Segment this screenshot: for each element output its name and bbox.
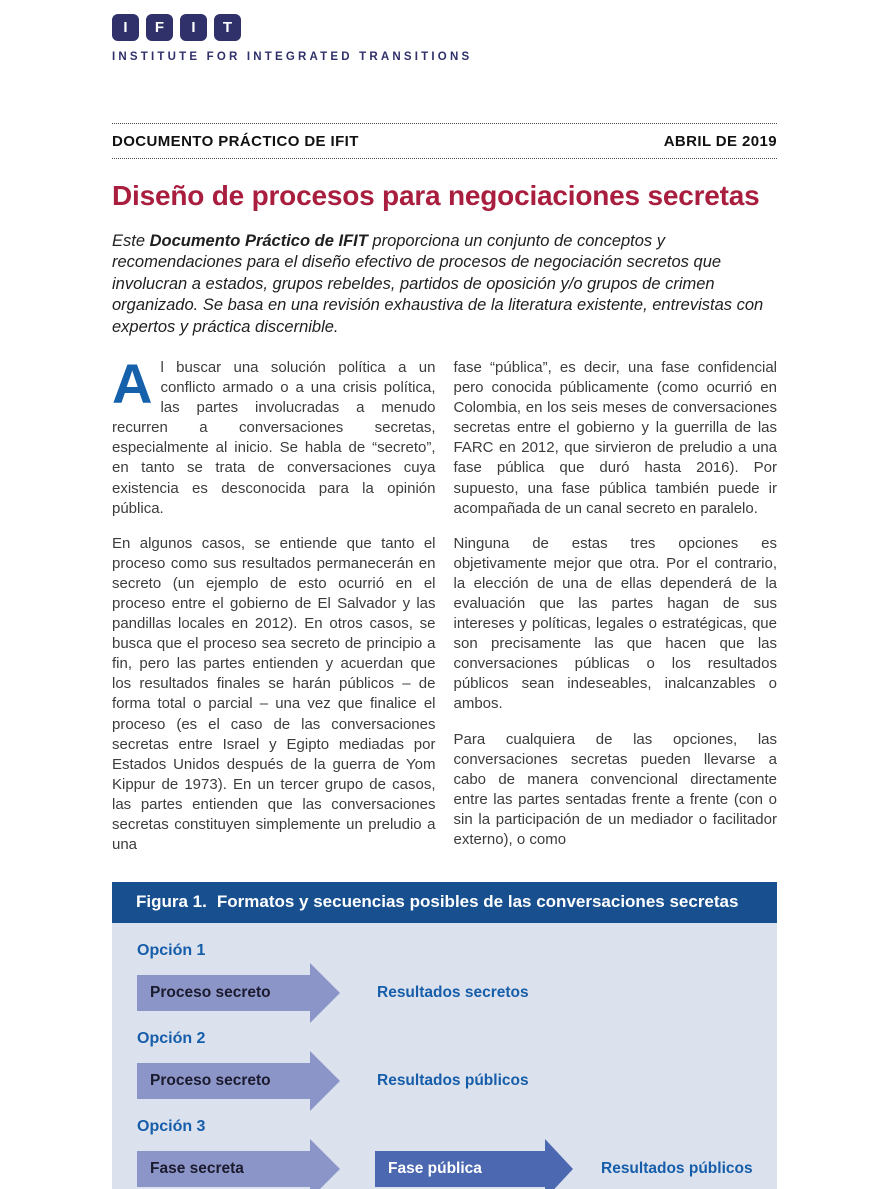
figure-option-1 bbox=[137, 942, 777, 1023]
process-arrow bbox=[137, 1139, 340, 1189]
option-label: Opción 1 bbox=[137, 942, 206, 960]
logo-letter-tile: T bbox=[214, 14, 241, 41]
page-title: Diseño de procesos para negociaciones secretas bbox=[112, 180, 760, 211]
process-arrow bbox=[375, 1139, 573, 1189]
option-label: Opción 3 bbox=[137, 1118, 206, 1136]
ifit-logo-squares bbox=[112, 14, 777, 41]
figure-number-label: Figura 1. bbox=[136, 892, 207, 912]
paragraph bbox=[112, 351, 436, 519]
paragraph: Ninguna de estas tres opciones es objetivamente mejor que otra. Por el contrario, la elección de una de ellas dependerá de la evaluación que las partes hagan de sus intereses y políticas, legales o estratégicas, que son precisamente las que hacen que las conversaciones públicas o los resultados públicos sean indeseables, inalcanzables o ambos. bbox=[453, 534, 777, 713]
result-label: Resultados públicos bbox=[601, 1160, 753, 1178]
paragraph-text: l buscar una solución política a un conflicto armado o a una crisis política, las partes involucradas a menudo recurren a conversaciones secretas, especialmente al inicio. Se habla de “secreto”, en tanto se trata de conversaciones cuya existencia es desconocida para la opinión pública. bbox=[112, 358, 436, 517]
option-diagram-row bbox=[137, 963, 777, 1023]
logo-letter-tile: F bbox=[146, 14, 173, 41]
body-columns bbox=[112, 351, 777, 870]
process-arrow bbox=[137, 1051, 340, 1111]
body-column-right bbox=[454, 358, 778, 870]
document-header-band bbox=[112, 123, 777, 159]
arrow-head-icon bbox=[310, 963, 340, 1023]
document-date: ABRIL DE 2019 bbox=[663, 133, 777, 150]
arrow-label: Fase secreta bbox=[137, 1151, 310, 1187]
arrow-label: Fase pública bbox=[375, 1151, 545, 1187]
intro-text-bold: Documento Práctico de IFIT bbox=[149, 231, 368, 250]
body-column-left bbox=[112, 351, 436, 870]
option-diagram-row bbox=[137, 1051, 777, 1111]
figure-body bbox=[112, 923, 777, 1189]
logo-wordmark: INSTITUTE FOR INTEGRATED TRANSITIONS bbox=[112, 51, 473, 63]
arrow-head-icon bbox=[545, 1139, 573, 1189]
arrow-head-icon bbox=[310, 1051, 340, 1111]
ifit-logo bbox=[112, 14, 777, 63]
paragraph: En algunos casos, se entiende que tanto el proceso como sus resultados permanecerán en secreto (un ejemplo de esto ocurrió en el proceso entre el gobierno de El Salvador y las pandillas locales en 2012). En otros casos, se busca que el proceso sea secreto de principio a fin, pero las partes entienden y acuerdan que los resultados finales se harán públicos – de forma total o parcial – una vez que finalice el proceso (es el caso de las conversaciones secretas entre Israel y Egipto mediadas por Estados Unidos después de la guerra de Yom Kippur de 1973). En un tercer grupo de casos, las partes entienden que las conversaciones secretas constituyen simplemente un preludio a una bbox=[112, 534, 436, 854]
figure-option-3 bbox=[137, 1118, 777, 1189]
intro-text-post: proporciona un conjunto de conceptos y recomendaciones para el diseño efectivo de procesos de negociación secretos que involucran a estados, grupos rebeldes, partidos de oposición y/o grupos de crimen organizado. Se basa en una revisión exhaustiva de la literatura existente, entrevistas con expertos y práctica discernible. bbox=[112, 231, 764, 336]
figure-option-2 bbox=[137, 1030, 777, 1111]
figure-title-bar bbox=[112, 882, 777, 923]
dropcap-letter: A bbox=[112, 351, 153, 415]
figure-heading: Formatos y secuencias posibles de las conversaciones secretas bbox=[216, 892, 739, 912]
logo-letter-tile: I bbox=[180, 14, 207, 41]
intro-text-pre: Este bbox=[112, 231, 150, 250]
result-label: Resultados públicos bbox=[377, 1072, 529, 1090]
result-label: Resultados secretos bbox=[377, 984, 529, 1002]
intro-abstract bbox=[112, 231, 777, 338]
document-type-label: DOCUMENTO PRÁCTICO DE IFIT bbox=[112, 133, 359, 150]
option-diagram-row bbox=[137, 1139, 777, 1189]
paragraph: fase “pública”, es decir, una fase confidencial pero conocida públicamente (como ocurrió en Colombia, en los seis meses de conversaciones secretas entre el gobierno y la guerrilla de las FARC en 2012, que sirvieron de preludio a una fase pública que duró hasta 2016). Por supuesto, una fase pública también puede ir acompañada de un canal secreto en paralelo. bbox=[453, 358, 777, 517]
process-arrow bbox=[137, 963, 340, 1023]
arrow-head-icon bbox=[310, 1139, 340, 1189]
logo-letter-tile: I bbox=[112, 14, 139, 41]
arrow-label: Proceso secreto bbox=[137, 1063, 310, 1099]
paragraph: Para cualquiera de las opciones, las conversaciones secretas pueden llevarse a cabo de manera convencional directamente entre las partes sentadas frente a frente (con o sin la participación de un mediador o facilitador externo), o como bbox=[453, 730, 777, 848]
figure-1 bbox=[112, 882, 777, 1189]
arrow-label: Proceso secreto bbox=[137, 975, 310, 1011]
option-label: Opción 2 bbox=[137, 1030, 206, 1048]
